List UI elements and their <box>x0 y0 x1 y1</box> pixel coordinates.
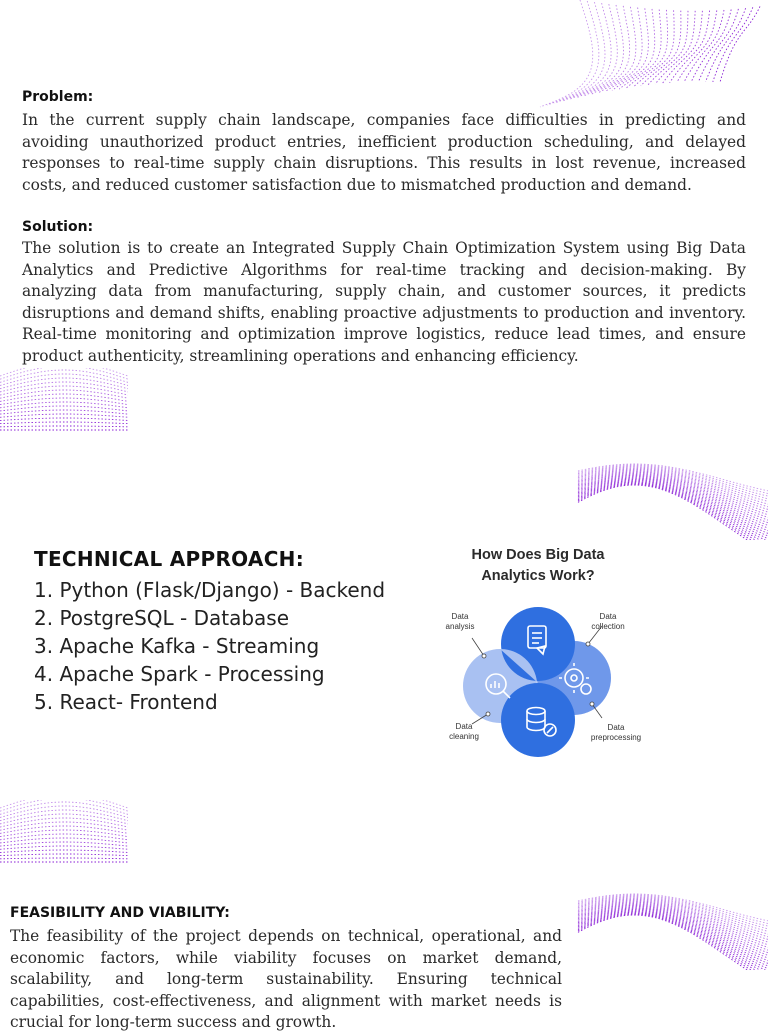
label-data-analysis-1: Data <box>451 612 469 621</box>
decorative-wave-left-2 <box>0 800 128 864</box>
list-item: 3. Apache Kafka - Streaming <box>34 634 320 658</box>
technical-approach-list <box>34 576 385 716</box>
label-data-collection-2: collection <box>591 622 625 631</box>
infographic-title-line-1: How Does Big Data <box>471 547 605 563</box>
technical-approach-heading: TECHNICAL APPROACH: <box>34 547 305 571</box>
problem-heading: Problem: <box>22 89 94 105</box>
list-item: 2. PostgreSQL - Database <box>34 606 290 630</box>
petal-data-collection <box>501 607 575 681</box>
label-data-cleaning-1: Data <box>455 722 473 731</box>
feasibility-paragraph: The feasibility of the project depends on technical, operational, and economic factors, while viability focuses on market demand, scalability, and long-term sustainability. Ensuring technical capabilities, cost-effectiveness, and alignment with market needs is crucial for long-term success and growth. <box>10 927 562 1032</box>
problem-paragraph: In the current supply chain landscape, companies face difficulties in predicting and avoiding unauthorized product entries, inefficient production scheduling, and delayed responses to real-time supply chain disruptions. This results in lost revenue, increased costs, and reduced customer satisfaction due to mismatched production and demand. <box>22 111 746 194</box>
label-data-collection-1: Data <box>599 612 617 621</box>
infographic-title-line-2: Analytics Work? <box>481 568 595 584</box>
list-item: 4. Apache Spark - Processing <box>34 662 325 686</box>
label-data-cleaning-2: cleaning <box>449 732 479 741</box>
petal-data-cleaning <box>501 683 575 757</box>
decorative-wave-right-1 <box>568 430 768 540</box>
solution-paragraph: The solution is to create an Integrated Supply Chain Optimization System using Big Data Analytics and Predictive Algorithms for real-time tracking and decision-making. By analyzing data from manufacturing, supply chain, and customer sources, it predicts disruptions and demand shifts, enabling proactive adjustments to production and inventory. Real-time monitoring and optimization improve logistics, reduce lead times, and ensure product authenticity, streamlining operations and enhancing efficiency. <box>22 239 746 365</box>
list-item: 1. Python (Flask/Django) - Backend <box>34 578 386 602</box>
label-data-analysis-2: analysis <box>445 622 475 631</box>
decorative-wave-left-1 <box>0 368 128 432</box>
list-item: 5. React- Frontend <box>34 690 218 714</box>
label-data-preprocessing-1: Data <box>607 723 625 732</box>
big-data-cycle-diagram <box>436 604 656 764</box>
decorative-wave-right-2 <box>568 860 768 970</box>
feasibility-heading: FEASIBILITY AND VIABILITY: <box>10 905 230 921</box>
label-data-preprocessing-2: preprocessing <box>590 733 642 742</box>
infographic-title <box>430 545 646 587</box>
decorative-wave-top-right <box>520 0 768 108</box>
solution-heading: Solution: <box>22 219 94 235</box>
